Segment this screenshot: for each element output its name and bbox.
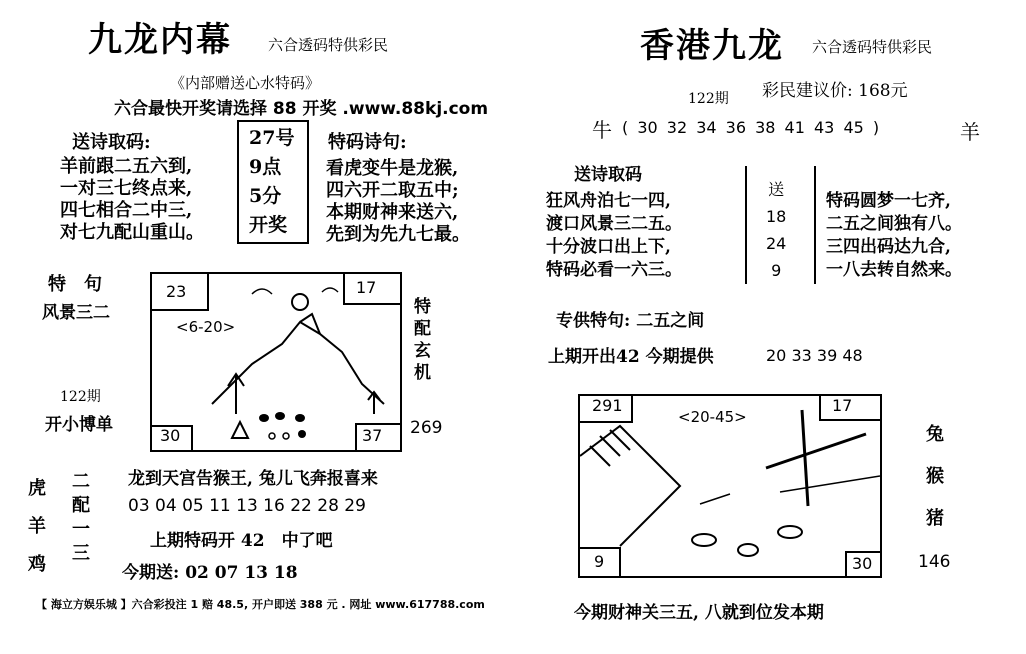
left-corner-bl: 30: [160, 426, 181, 445]
zodiac-col-2: [72, 470, 90, 566]
draw-info: [249, 124, 294, 240]
send-number: 9: [771, 261, 782, 280]
left-slogan: 《内部赠送心水特码》: [170, 74, 321, 92]
mountain-sketch: [152, 274, 400, 450]
send-number: 24: [766, 234, 787, 253]
zodiac-char: 二: [72, 471, 90, 492]
right-poem-line: 十分波口出上下,: [546, 237, 671, 257]
left-today-send: 今期送: 02 07 13 18: [122, 563, 298, 583]
right-corner-tr: 17: [832, 396, 853, 415]
left-poem-lines: [60, 156, 204, 244]
right-corner-br: 30: [852, 554, 873, 573]
vertical-char: 机: [414, 363, 431, 383]
animal-char: 猪: [926, 508, 944, 529]
right-last-line: 上期开出42 今期提供: [548, 347, 714, 367]
right-range-text: <20-45>: [678, 408, 747, 426]
animal-char: 兔: [926, 424, 944, 445]
zodiac-char: 一: [72, 519, 90, 540]
zodiac-char: 虎: [28, 478, 46, 499]
left-poem-heading: 送诗取码:: [72, 132, 151, 153]
send-char: 送: [768, 180, 785, 199]
right-special-line: 三四出码达九合,: [826, 237, 951, 257]
left-corner-tl: 23: [166, 282, 187, 301]
left-side-label-2: 风景三二: [42, 303, 110, 323]
left-number-right: 269: [410, 418, 443, 438]
draw-info-line: 27号: [249, 127, 295, 149]
left-last-result: 上期特码开 42 中了吧: [150, 531, 333, 551]
left-poem-line: 对七九配山重山。: [60, 222, 204, 243]
left-special-line: 本期财神来送六,: [326, 202, 459, 223]
right-special-line: 特码圆梦一七齐,: [826, 191, 951, 211]
left-picture: [150, 272, 402, 452]
right-special-lines: [826, 190, 962, 282]
left-bet-label: 开小博单: [45, 415, 113, 435]
divider-line: [814, 166, 816, 284]
left-range-text: <6-20>: [176, 318, 236, 336]
left-poem-line: 一对三七终点来,: [60, 178, 193, 199]
right-poem-line: 狂风舟泊七一四,: [546, 191, 671, 211]
left-special-lines: [326, 158, 470, 246]
right-subtitle: 六合透码特供彩民: [812, 38, 933, 56]
vertical-char: 玄: [414, 341, 431, 361]
right-poem-lines: [546, 190, 682, 282]
right-corner-tl: 291: [592, 396, 623, 415]
zodiac-char: 羊: [28, 516, 46, 537]
zodiac-char: 鸡: [28, 554, 46, 575]
animal-char: 猴: [926, 466, 944, 487]
right-footer: 今期财神关三五, 八就到位发本期: [574, 603, 824, 623]
right-price: 彩民建议价: 168元: [762, 81, 908, 101]
left-side-label-1: 特 句: [48, 274, 102, 295]
left-poem-line: 四七相合二中三,: [60, 200, 193, 221]
left-issue: 122期: [60, 389, 101, 405]
right-animal-left: 牛: [592, 118, 612, 142]
zodiac-char: 配: [72, 495, 90, 516]
left-special-line: 先到为先九七最。: [326, 224, 470, 245]
zodiac-col-1: [28, 470, 46, 584]
left-special-heading: 特码诗句:: [328, 132, 407, 153]
left-special-line: 看虎变牛是龙猴,: [326, 158, 459, 179]
left-numbers-line: 03 04 05 11 13 16 22 28 29: [128, 496, 366, 516]
right-special-line: 一八去转自然来。: [826, 260, 962, 280]
right-poem-line: 特码必看一六三。: [546, 260, 682, 280]
vertical-char: 配: [414, 319, 431, 339]
divider-line: [745, 166, 747, 284]
left-footer: 【 海立方娱乐城 】六合彩投注 1 赔 48.5, 开户即送 388 元 . 网址 www.617788.com: [36, 598, 485, 611]
right-special-line: 二五之间独有八。: [826, 214, 962, 234]
left-corner-tr: 17: [356, 278, 377, 297]
draw-info-line: 9点: [249, 156, 282, 178]
right-poem-line: 渡口风景三二五。: [546, 214, 682, 234]
left-title: 九龙内幕: [88, 20, 232, 60]
right-title: 香港九龙: [640, 26, 784, 66]
right-animal-right: 羊: [960, 120, 980, 144]
right-picture: [578, 394, 882, 578]
right-provided-numbers: 20 33 39 48: [766, 346, 863, 365]
send-number: 18: [766, 207, 787, 226]
right-number-right: 146: [918, 552, 951, 572]
draw-info-line: 5分: [249, 185, 282, 207]
right-special-sentence: 专供特句: 二五之间: [556, 311, 705, 331]
draw-info-line: 开奖: [249, 214, 288, 236]
left-slogan2: 龙到天宫告猴王, 兔儿飞奔报喜来: [128, 469, 378, 489]
right-numbers-row: ( 30 32 34 36 38 41 43 45 ): [622, 118, 880, 137]
send-column: [766, 176, 786, 284]
right-poem-heading: 送诗取码: [574, 165, 642, 185]
left-subtitle: 六合透码特供彩民: [268, 36, 389, 54]
right-issue: 122期: [688, 91, 729, 107]
vertical-char: 特: [414, 297, 431, 317]
left-corner-br: 37: [362, 426, 383, 445]
left-banner: 六合最快开奖请选择 88 开奖 .www.88kj.com: [114, 99, 489, 119]
left-poem-line: 羊前跟二五六到,: [60, 156, 193, 177]
zodiac-char: 三: [72, 543, 90, 564]
left-vertical-label: [414, 296, 431, 384]
right-animals-col: [926, 414, 944, 540]
left-special-line: 四六开二取五中;: [326, 180, 459, 201]
right-corner-bl: 9: [594, 552, 605, 571]
